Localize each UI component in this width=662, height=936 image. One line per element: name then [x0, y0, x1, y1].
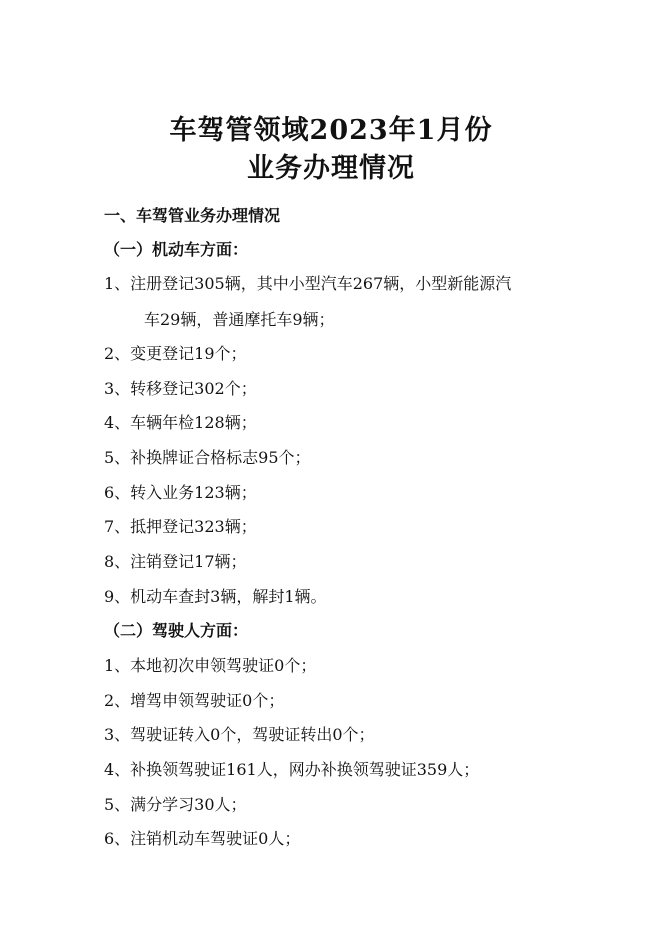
vehicles-item-5: 5、补换牌证合格标志95个；: [104, 448, 311, 467]
drivers-item-5: 5、满分学习30人；: [104, 795, 247, 814]
drivers-item-6: 6、注销机动车驾驶证0人；: [104, 829, 301, 848]
vehicles-subheading: （一）机动车方面：: [104, 240, 249, 259]
drivers-item-2: 2、增驾申领驾驶证0个；: [104, 691, 285, 710]
vehicles-item-1: 1、注册登记305辆，其中小型汽车267辆，小型新能源汽: [104, 274, 512, 293]
drivers-item-3: 3、驾驶证转入0个，驾驶证转出0个；: [104, 725, 375, 744]
vehicles-item-3: 3、转移登记302个；: [104, 379, 257, 398]
vehicles-item-1-continued: 车29辆，普通摩托车9辆；: [144, 310, 335, 329]
document-title-line-2: 业务办理情况: [247, 153, 415, 184]
drivers-item-4: 4、补换领驾驶证161人，网办补换领驾驶证359人；: [104, 760, 480, 779]
vehicles-item-9: 9、机动车查封3辆，解封1辆。: [104, 587, 327, 606]
vehicles-item-7: 7、抵押登记323辆；: [104, 517, 257, 536]
section-1-heading: 一、车驾管业务办理情况: [104, 206, 281, 225]
drivers-item-1: 1、本地初次申领驾驶证0个；: [104, 656, 317, 675]
vehicles-item-2: 2、变更登记19个；: [104, 344, 247, 363]
document-title-line-1: 车驾管领域2023年1月份: [169, 115, 493, 146]
vehicles-item-4: 4、车辆年检128辆；: [104, 413, 257, 432]
vehicles-item-8: 8、注销登记17辆；: [104, 552, 247, 571]
vehicles-item-6: 6、转入业务123辆；: [104, 483, 257, 502]
drivers-subheading: （二）驾驶人方面：: [104, 621, 249, 640]
